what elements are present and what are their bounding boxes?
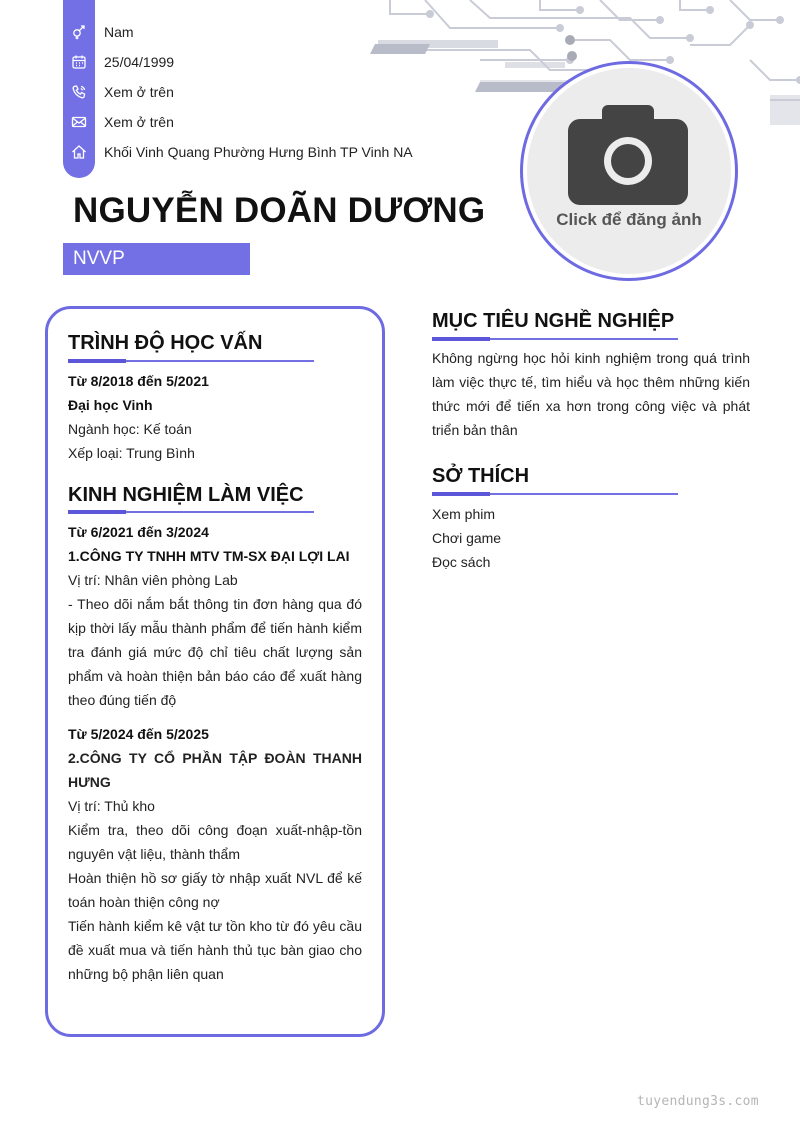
education-period: Từ 8/2018 đến 5/2021 [68, 373, 209, 389]
job-period: Từ 5/2024 đến 5/2025 [68, 726, 209, 742]
birthday-value: 25/04/1999 [104, 54, 175, 70]
education-major: Ngành học: Kế toán [68, 421, 192, 437]
job-duty: - Theo dõi nắm bắt thông tin đơn hàng qua đó kịp thời lấy mẫu thành phẩm để tiến hành kiểm tra đánh giá mức độ chỉ tiêu chất lượng sản phẩm và hoàn thiện bản báo cáo để xuất hàng theo đúng tiến độ [68, 596, 362, 708]
address-value: Khối Vinh Quang Phường Hưng Bình TP Vinh NA [104, 144, 413, 160]
contact-phone [63, 80, 174, 104]
watermark: tuyendung3s.com [637, 1094, 759, 1109]
phone-value: Xem ở trên [104, 84, 174, 100]
job-role: Vị trí: Nhân viên phòng Lab [68, 572, 238, 588]
job-company: 2.CÔNG TY CỔ PHẦN TẬP ĐOÀN THANH HƯNG [68, 750, 362, 790]
contact-address [63, 140, 413, 164]
calendar-icon [63, 54, 95, 70]
hobby-item: Đọc sách [432, 554, 491, 570]
objective-text: Không ngừng học hỏi kinh nghiệm trong quá trình làm việc thực tế, tìm hiểu và học thêm những kiến thức mới để tiến xa hơn trong công việc và phát triển bản thân [432, 350, 750, 438]
job-role: Vị trí: Thủ kho [68, 798, 155, 814]
hobby-item: Chơi game [432, 530, 502, 546]
objective-underline [432, 338, 678, 340]
email-value: Xem ở trên [104, 114, 174, 130]
job-duty: Tiến hành kiểm kê vật tư tồn kho từ đó yêu cầu đề xuất mua và tiến hành thủ tục bàn giao cho những bộ phận liên quan [68, 918, 362, 982]
hobbies-underline [432, 493, 678, 495]
education-school: Đại học Vinh [68, 397, 153, 413]
job-company: 1.CÔNG TY TNHH MTV TM-SX ĐẠI LỢI LAI [68, 548, 350, 564]
education-grade: Xếp loại: Trung Bình [68, 445, 195, 461]
home-icon [63, 144, 95, 160]
job-duty: Kiểm tra, theo dõi công đoạn xuất-nhập-tồn nguyên vật liệu, thành thẩm [68, 822, 362, 862]
envelope-icon [63, 114, 95, 130]
education-heading: TRÌNH ĐỘ HỌC VẤN [68, 332, 263, 354]
phone-icon [63, 84, 95, 100]
candidate-name: NGUYỄN DOÃN DƯƠNG [73, 191, 486, 230]
experience-underline [68, 511, 314, 513]
objective-heading: MỤC TIÊU NGHỀ NGHIỆP [432, 310, 675, 332]
hobbies-heading: SỞ THÍCH [432, 465, 530, 487]
gender-value: Nam [104, 24, 134, 40]
hobby-item: Xem phim [432, 506, 496, 522]
job-title-badge: NVVP [63, 243, 250, 275]
contact-birthday [63, 50, 174, 74]
education-underline [68, 360, 314, 362]
contact-gender [63, 20, 134, 44]
job-duty: Hoàn thiện hồ sơ giấy tờ nhập xuất NVL để kế toán hoàn thiện công nợ [68, 870, 362, 910]
gender-icon [63, 24, 95, 40]
contact-email [63, 110, 174, 134]
experience-heading: KINH NGHIỆM LÀM VIỆC [68, 484, 304, 506]
job-period: Từ 6/2021 đến 3/2024 [68, 524, 209, 540]
upload-photo-label[interactable]: Click để đăng ảnh [556, 210, 702, 229]
camera-icon[interactable] [568, 101, 688, 205]
